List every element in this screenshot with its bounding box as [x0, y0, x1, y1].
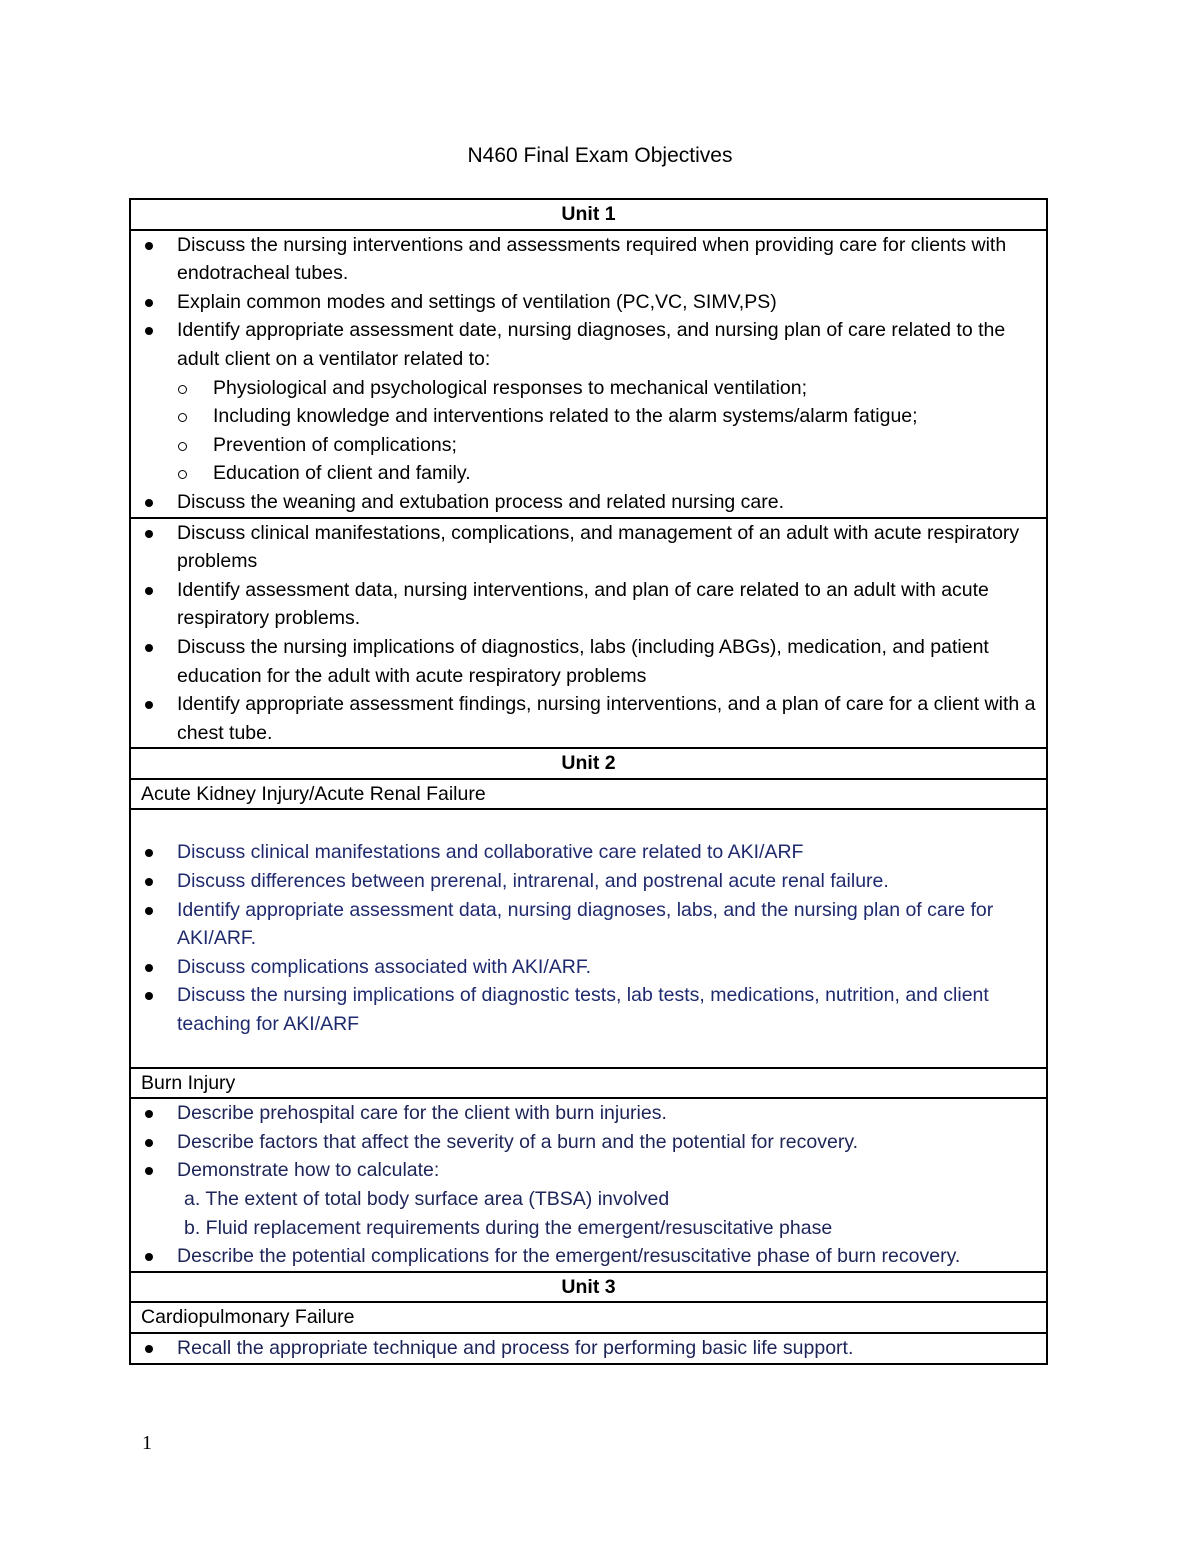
- list-item: Identify appropriate assessment findings, nursing interventions, and a plan of care for a client with a chest tube.: [141, 690, 1036, 747]
- sub-list-item: Prevention of complications;: [177, 431, 1036, 460]
- sub-list-item: Education of client and family.: [177, 459, 1036, 488]
- aki-items-row: [130, 809, 1047, 1067]
- list-item: Demonstrate how to calculate:: [141, 1156, 1036, 1185]
- unit1-ventilation-row: [130, 230, 1047, 518]
- unit1-header-row: [130, 199, 1047, 230]
- list-item: Discuss the nursing interventions and assessments required when providing care for clients with endotracheal tubes.: [141, 231, 1036, 288]
- list-item: Recall the appropriate technique and process for performing basic life support.: [141, 1334, 1036, 1363]
- aki-items-cell: [130, 809, 1047, 1067]
- document-title: N460 Final Exam Objectives: [467, 144, 733, 167]
- unit3-list: [141, 1334, 1036, 1363]
- list-item: Describe factors that affect the severity of a burn and the potential for recovery.: [141, 1128, 1036, 1157]
- unit3-items-cell: [130, 1333, 1047, 1364]
- objectives-table: [129, 198, 1048, 1365]
- cardiopulmonary-section-label: Cardiopulmonary Failure: [130, 1302, 1047, 1333]
- list-item: Explain common modes and settings of ventilation (PC,VC, SIMV,PS): [141, 288, 1036, 317]
- list-item: Discuss clinical manifestations, complications, and management of an adult with acute respiratory problems: [141, 519, 1036, 576]
- list-item: Discuss differences between prerenal, intrarenal, and postrenal acute renal failure.: [141, 867, 1036, 896]
- burn-section-label: Burn Injury: [130, 1068, 1047, 1099]
- aki-section-label: Acute Kidney Injury/Acute Renal Failure: [130, 779, 1047, 810]
- unit3-header-row: [130, 1272, 1047, 1303]
- unit1-sublist: [177, 374, 1036, 488]
- list-item: Identify assessment data, nursing interventions, and plan of care related to an adult with acute respiratory problems.: [141, 576, 1036, 633]
- burn-items-cell: [130, 1098, 1047, 1272]
- unit1-header: Unit 1: [130, 199, 1047, 230]
- burn-list: [141, 1099, 1036, 1185]
- list-item: Discuss clinical manifestations and collaborative care related to AKI/ARF: [141, 838, 1036, 867]
- unit1-respiratory-row: [130, 518, 1047, 749]
- list-item: [141, 316, 1036, 488]
- list-item: Identify appropriate assessment data, nursing diagnoses, labs, and the nursing plan of care for AKI/ARF.: [141, 896, 1036, 953]
- burn-calc-a: a. The extent of total body surface area (TBSA) involved: [184, 1188, 670, 1210]
- unit2-header-row: [130, 748, 1047, 779]
- respiratory-list: [141, 519, 1036, 748]
- burn-items-row: [130, 1098, 1047, 1272]
- unit3-header: Unit 3: [130, 1272, 1047, 1303]
- list-item: Discuss the weaning and extubation process and related nursing care.: [141, 488, 1036, 517]
- burn-list-last: [141, 1242, 1036, 1271]
- list-item: Discuss complications associated with AKI/ARF.: [141, 953, 1036, 982]
- aki-label-row: [130, 779, 1047, 810]
- list-item: Describe the potential complications for the emergent/resuscitative phase of burn recovery.: [141, 1242, 1036, 1271]
- burn-calc-b: b. Fluid replacement requirements during the emergent/resuscitative phase: [184, 1216, 833, 1239]
- unit1-respiratory-cell: [130, 518, 1047, 749]
- unit3-items-row: [130, 1333, 1047, 1364]
- unit1-list: [141, 231, 1036, 517]
- unit2-header: Unit 2: [130, 748, 1047, 779]
- list-item: Describe prehospital care for the client with burn injuries.: [141, 1099, 1036, 1128]
- unit1-ventilation-cell: [130, 230, 1047, 518]
- sub-list-item: Including knowledge and interventions related to the alarm systems/alarm fatigue;: [177, 402, 1036, 431]
- burn-label-row: [130, 1068, 1047, 1099]
- list-item: Discuss the nursing implications of diagnostic tests, lab tests, medications, nutrition, and client teaching for AKI/ARF: [141, 981, 1036, 1038]
- unit3-label-row: [130, 1302, 1047, 1333]
- list-item-text: Identify appropriate assessment date, nursing diagnoses, and nursing plan of care related to the adult client on a ventilator related to:: [177, 319, 1006, 370]
- list-item: Discuss the nursing implications of diagnostics, labs (including ABGs), medication, and patient education for the adult with acute respiratory problems: [141, 633, 1036, 690]
- page-number: 1: [142, 1432, 152, 1454]
- aki-list: [141, 838, 1036, 1038]
- sub-list-item: Physiological and psychological responses to mechanical ventilation;: [177, 374, 1036, 403]
